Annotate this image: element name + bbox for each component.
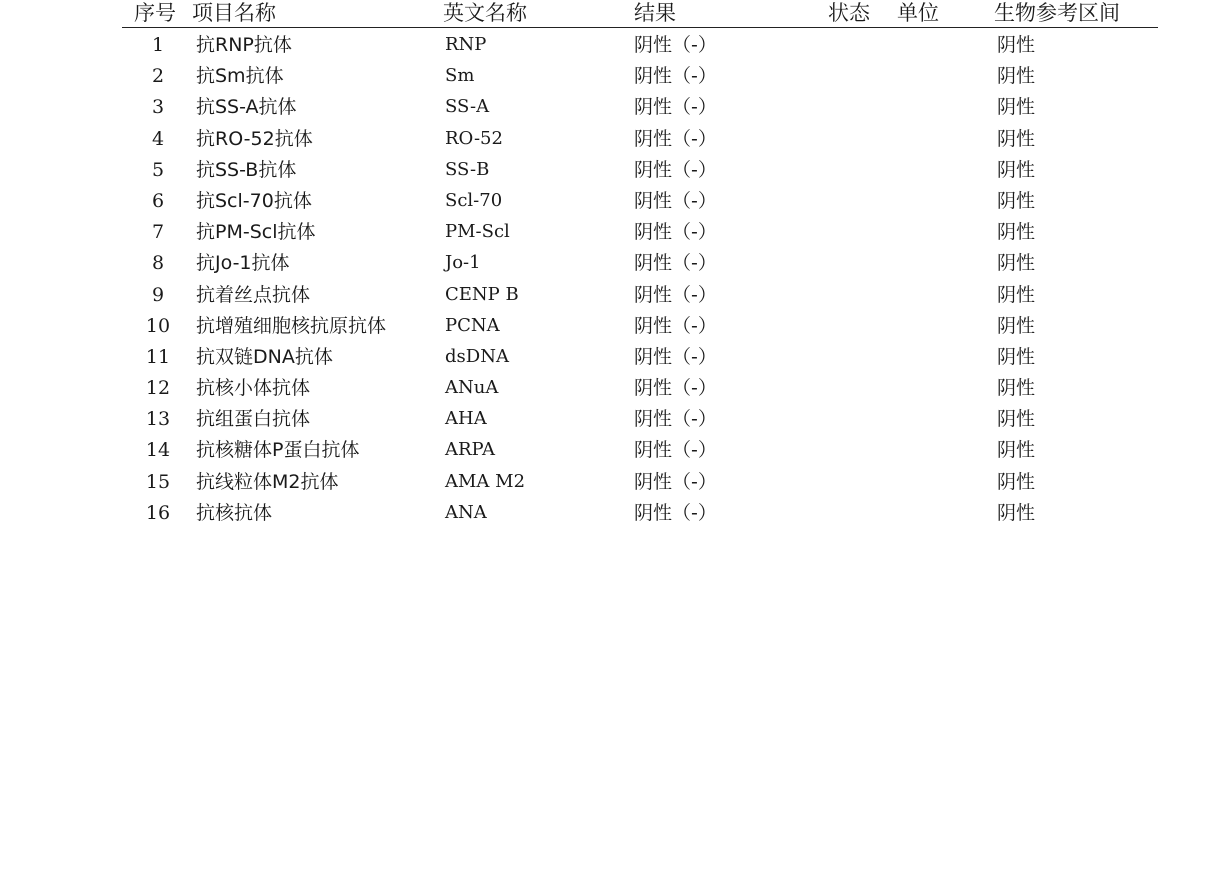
row-seq: 16 [145,501,171,524]
table-row [0,373,1220,404]
table-row [0,435,1220,466]
table-row [0,280,1220,311]
header-unit: 单位 [897,1,939,25]
row-seq: 4 [151,127,165,150]
table-row [0,342,1220,373]
header-english-name: 英文名称 [443,1,527,25]
table-row [0,498,1220,529]
row-seq: 13 [145,408,171,431]
row-result: 阴性（-） [634,221,717,244]
row-english-name: PM-Scl [445,221,510,243]
row-seq: 3 [151,96,165,119]
row-item-name: 抗PM-Scl抗体 [196,221,316,244]
row-item-name: 抗增殖细胞核抗原抗体 [196,314,387,337]
header-item-name: 项目名称 [192,1,276,25]
row-reference: 阴性 [997,377,1036,400]
row-item-name: 抗双链DNA抗体 [196,345,333,368]
table-row [0,124,1220,155]
row-english-name: PCNA [445,314,500,336]
row-reference: 阴性 [997,345,1036,368]
row-reference: 阴性 [997,283,1036,306]
row-item-name: 抗核抗体 [196,501,273,524]
row-result: 阴性（-） [634,377,717,400]
row-seq: 11 [145,345,171,368]
row-item-name: 抗SS-A抗体 [196,96,297,119]
header-seq: 序号 [134,1,176,25]
row-english-name: Jo-1 [445,252,481,274]
result-table-body [0,30,1220,529]
row-english-name: ARPA [445,439,496,461]
row-reference: 阴性 [997,189,1036,212]
row-item-name: 抗Scl-70抗体 [196,189,312,212]
row-result: 阴性（-） [634,189,717,212]
row-result: 阴性（-） [634,96,717,119]
row-reference: 阴性 [997,501,1036,524]
row-seq: 7 [151,221,165,244]
row-reference: 阴性 [997,408,1036,431]
row-english-name: AHA [445,408,487,430]
row-seq: 10 [145,314,171,337]
row-item-name: 抗着丝点抗体 [196,283,311,306]
row-english-name: Scl-70 [445,189,503,211]
row-reference: 阴性 [997,470,1036,493]
row-reference: 阴性 [997,252,1036,275]
header-result: 结果 [634,1,676,25]
row-english-name: SS-B [445,158,490,180]
row-seq: 1 [151,34,165,56]
row-result: 阴性（-） [634,501,717,524]
row-reference: 阴性 [997,96,1036,119]
row-item-name: 抗SS-B抗体 [196,158,297,181]
row-result: 阴性（-） [634,127,717,150]
row-result: 阴性（-） [634,439,717,462]
header-reference-range: 生物参考区间 [994,1,1120,25]
row-seq: 8 [151,252,165,275]
row-seq: 2 [151,65,165,88]
row-result: 阴性（-） [634,65,717,88]
row-reference: 阴性 [997,34,1036,56]
row-result: 阴性（-） [634,470,717,493]
row-english-name: AMA M2 [445,470,526,492]
row-seq: 6 [151,189,165,212]
row-reference: 阴性 [997,65,1036,88]
table-row [0,186,1220,217]
row-seq: 9 [151,283,165,306]
header-status: 状态 [828,1,870,25]
row-reference: 阴性 [997,314,1036,337]
row-english-name: SS-A [445,96,490,118]
row-reference: 阴性 [997,158,1036,181]
row-result: 阴性（-） [634,158,717,181]
row-english-name: Sm [445,65,475,87]
row-result: 阴性（-） [634,252,717,275]
row-item-name: 抗Sm抗体 [196,65,284,88]
row-item-name: 抗RNP抗体 [196,34,292,56]
table-row [0,404,1220,435]
row-english-name: ANuA [445,377,499,399]
row-result: 阴性（-） [634,314,717,337]
row-reference: 阴性 [997,221,1036,244]
row-item-name: 抗核糖体P蛋白抗体 [196,439,360,462]
row-reference: 阴性 [997,127,1036,150]
table-row [0,61,1220,92]
row-english-name: CENP B [445,283,519,305]
table-row [0,467,1220,498]
row-english-name: ANA [445,501,487,523]
row-item-name: 抗线粒体M2抗体 [196,470,339,493]
table-header [0,0,1220,28]
table-row [0,311,1220,342]
row-seq: 14 [145,439,171,462]
row-english-name: RO-52 [445,127,503,149]
row-reference: 阴性 [997,439,1036,462]
row-english-name: dsDNA [445,345,509,367]
row-item-name: 抗RO-52抗体 [196,127,313,150]
row-result: 阴性（-） [634,283,717,306]
table-row [0,30,1220,61]
table-row [0,248,1220,279]
row-seq: 12 [145,377,171,400]
row-result: 阴性（-） [634,345,717,368]
row-result: 阴性（-） [634,408,717,431]
row-seq: 5 [151,158,165,181]
row-result: 阴性（-） [634,34,717,56]
row-item-name: 抗组蛋白抗体 [196,408,311,431]
table-row [0,217,1220,248]
row-seq: 15 [145,470,171,493]
header-divider [122,27,1158,28]
table-row [0,92,1220,123]
row-item-name: 抗核小体抗体 [196,377,311,400]
table-row [0,155,1220,186]
row-item-name: 抗Jo-1抗体 [196,252,290,275]
row-english-name: RNP [445,34,487,55]
